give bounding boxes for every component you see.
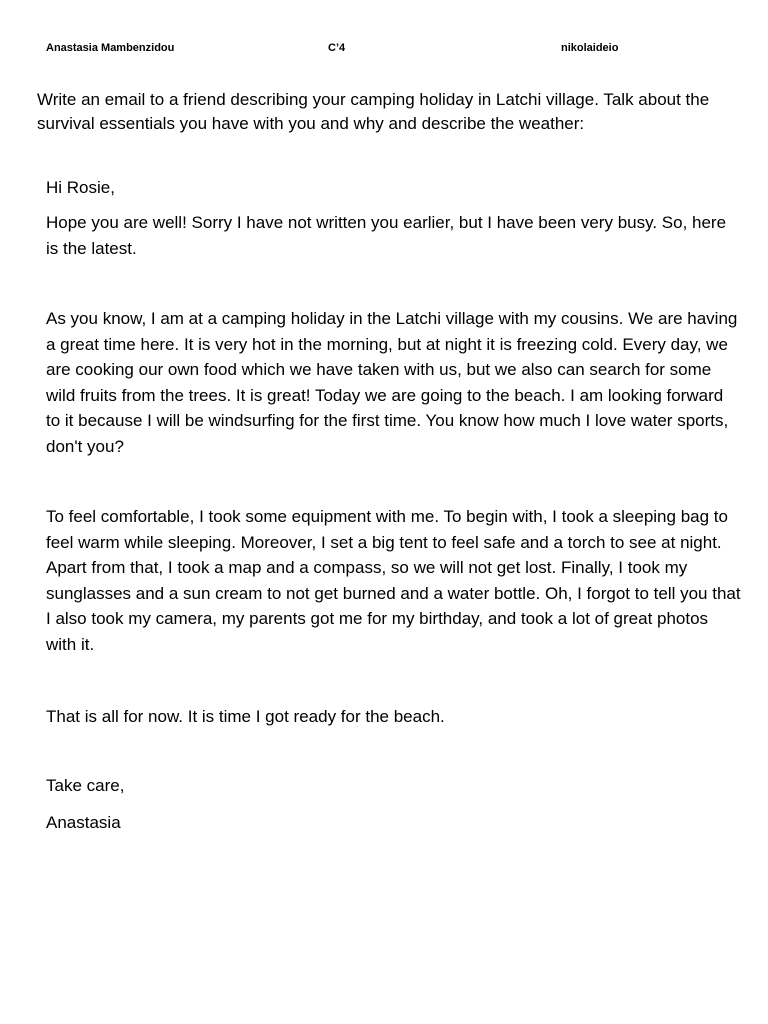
class-label: C’4 bbox=[328, 42, 346, 54]
school-name: nikolaideio bbox=[561, 42, 619, 54]
email-signature: Anastasia bbox=[46, 813, 121, 832]
student-name: Anastasia Mambenzidou bbox=[46, 42, 175, 54]
email-paragraph: That is all for now. It is time I got ready for the beach. bbox=[46, 707, 445, 726]
email-paragraph: To feel comfortable, I took some equipment with me. To begin with, I took a sleeping bag to feel warm while sleeping. Moreover, I set a big tent to feel safe and a torch to see at night. Apart from that, I took a map and a compass, so we will not get lost. Finally, I took my sunglasses and a sun cream to not get burned and a water bottle. Oh, I forgot to tell you that I also took my camera, my parents got me for my birthday, and took a lot of great photos with it. bbox=[46, 507, 741, 654]
email-paragraph: Hope you are well! Sorry I have not written you earlier, but I have been very busy. So, here is the latest. bbox=[46, 213, 727, 258]
task-instructions: Write an email to a friend describing your camping holiday in Latchi village. Talk about the survival essentials you have with you and why and describe the weather: bbox=[37, 90, 710, 133]
email-greeting: Hi Rosie, bbox=[46, 178, 115, 197]
email-paragraph: As you know, I am at a camping holiday in the Latchi village with my cousins. We are having a great time here. It is very hot in the morning, but at night it is freezing cold. Every day, we are cooking our own food which we have taken with us, but we also can search for some wild fruits from the trees. It is great! Today we are going to the beach. I am looking forward to it because I will be windsurfing for the first time. You know how much I love water sports, don't you? bbox=[46, 309, 738, 456]
email-closing: Take care, bbox=[46, 776, 125, 795]
